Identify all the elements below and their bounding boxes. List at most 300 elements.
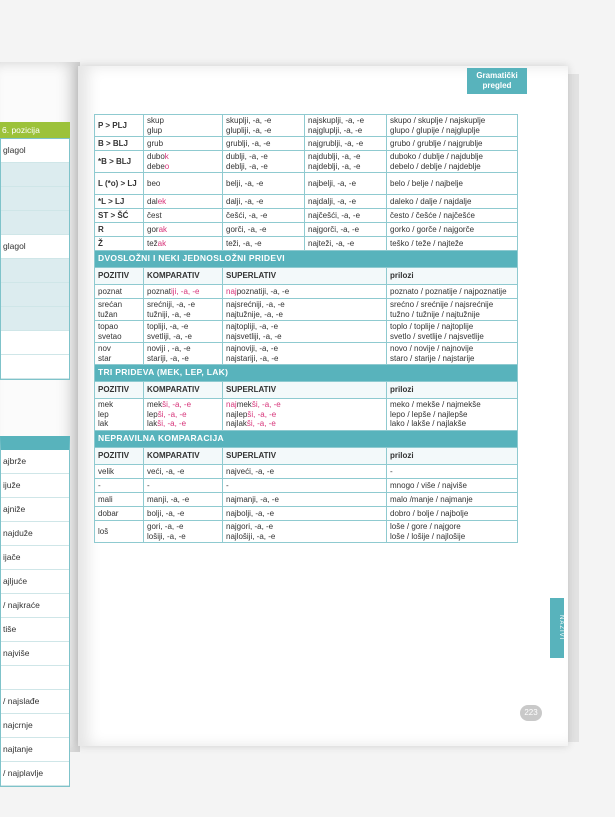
cell-line [390,287,514,297]
left-row: glagol [1,139,69,163]
cell-text: grublji, -a, -e [226,138,271,148]
left-row: najtanje [1,738,69,762]
left-row: ajbrže [1,450,69,474]
cell-line [226,116,301,126]
pozitiv-cell [95,299,144,321]
pozitiv-cell [95,465,144,479]
left-row [1,355,69,379]
pozitiv-cell [95,493,144,507]
cell-text: često / češće / najčešće [390,210,475,220]
rule-cell: P > PLJ [95,115,144,137]
cell-text: grub [147,138,164,148]
rule-cell: Ž [95,237,144,251]
pozitiv-cell [95,321,144,343]
cell-text: glupliji, -a, -e [226,125,272,135]
cell-line [98,410,140,420]
left-row [1,211,69,235]
prilozi-cell [387,223,518,237]
table-row [95,299,518,321]
pozitiv-cell [144,173,223,195]
left-row [1,307,69,331]
cell-line [226,126,301,136]
cell-line [226,139,301,149]
cell-line [390,400,514,410]
cell-text: - [226,480,229,490]
cell-text: najnoviji, -a, -e [226,344,279,353]
cell-text: najlak [226,419,247,429]
cell-line [308,239,383,249]
cell-text: najdublji, -a, -e [308,152,361,161]
cell-text: najmanji, -a, -e [226,494,279,504]
cell-line [226,322,383,332]
highlight-ending: naj [226,286,237,296]
column-header: SUPERLATIV [223,268,387,285]
superlativ-cell [223,465,387,479]
cell-line [98,400,140,410]
komparativ-cell [144,465,223,479]
left-row: / najkraće [1,594,69,618]
cell-line [226,344,383,354]
komparativ-cell [223,195,305,209]
cell-text: stariji, -a, -e [147,353,189,363]
cell-line [147,126,219,136]
cell-text: najgori, -a, -e [226,522,274,531]
left-row: / najplavlje [1,762,69,786]
komparativ-cell [223,115,305,137]
cell-text: loše / lošije / najlošije [390,531,466,541]
cell-line [390,300,514,310]
cell-line [390,522,514,532]
cell-text: noviji , -a, -e [147,344,191,353]
pozitiv-cell [144,115,223,137]
cell-line [98,467,140,477]
cell-line [308,126,383,136]
cell-text: debelo / deblje / najdeblje [390,161,481,171]
superlativ-cell [223,321,387,343]
cell-line [147,332,219,342]
cell-line [226,400,383,410]
cell-text: tužno / tužnije / najtužnije [390,309,480,319]
cell-line [226,522,383,532]
left-row: najduže [1,522,69,546]
prilozi-cell [387,209,518,223]
cell-text: lepo / lepše / najlepše [390,409,468,419]
cell-text: najsvetliji, -a, -e [226,331,282,341]
prilozi-cell [387,493,518,507]
cell-text: najčešći, -a, -e [308,210,361,220]
cell-line [147,116,219,126]
prilozi-cell [387,299,518,321]
cell-text: mek [236,400,252,410]
komparativ-cell [144,521,223,543]
rule-cell: B > BLJ [95,137,144,151]
cell-line [226,532,383,542]
cell-text: meko / mekše / najmekše [390,400,481,410]
pozitiv-cell [144,195,223,209]
cell-text: teži, -a, -e [226,238,262,248]
cell-line [147,400,219,410]
cell-text: belji, -a, -e [226,178,264,188]
superlativ-cell [223,521,387,543]
cell-line [98,287,140,297]
cell-line [98,332,140,342]
cell-text: lošiji, -a, -e [147,531,186,541]
cell-text: najbolji, -a, -e [226,508,275,518]
cell-text: gori, -a, -e [147,522,184,531]
cell-text: najtužnije, -a, -e [226,309,283,319]
cell-line [147,197,219,207]
table-row [95,507,518,521]
highlight-ending: ak [158,224,168,234]
cell-line [226,410,383,420]
column-header: KOMPARATIV [144,448,223,465]
cell-text: svetao [98,331,122,341]
cell-line [390,239,514,249]
header-tab-line1: Gramatički [476,71,518,80]
cell-text: - [147,480,150,490]
cell-text: dal [147,196,158,206]
left-page [0,62,80,778]
cell-text: mek [98,400,114,410]
highlight-ending: ši, -a, -e [157,419,187,429]
cell-line [98,481,140,491]
highlight-ending: k [164,152,169,161]
cell-line [98,527,140,537]
table-row [95,173,518,195]
prilozi-cell [387,343,518,365]
cell-line [390,419,514,429]
cell-line [226,152,301,162]
cell-text: čest [147,210,162,220]
table-row [95,115,518,137]
pozitiv-cell [144,151,223,173]
table-row [95,237,518,251]
left-row [1,331,69,355]
prilozi-cell [387,521,518,543]
left-row: tiše [1,618,69,642]
cell-line [147,495,219,505]
pozitiv-cell [144,223,223,237]
cell-line [308,225,383,235]
pozitiv-cell [95,399,144,431]
cell-line [390,310,514,320]
left-row: glagol [1,235,69,259]
prilozi-cell [387,285,518,299]
cell-text: najgrublji, -a, -e [308,138,364,148]
cell-line [390,126,514,136]
cell-text: deblji, -a, -e [226,161,268,171]
superlativ-cell [223,399,387,431]
cell-text: najskuplji, -a, -e [308,116,365,125]
cell-line [226,162,301,172]
cell-text: bolji, -a, -e [147,508,185,518]
cell-line [226,179,301,189]
cell-line [226,310,383,320]
cell-line [390,197,514,207]
cell-line [147,410,219,420]
cell-text: loš [98,526,109,536]
section-header [95,431,518,448]
column-header-row [95,448,518,465]
cell-text: gorko / gorče / najgorče [390,224,475,234]
cell-line [147,467,219,477]
superlativ-cell [305,151,387,173]
cell-line [226,239,301,249]
superlativ-cell [223,507,387,521]
cell-line [308,197,383,207]
cell-text: srećno / srećnije / najsrećnije [390,300,494,309]
cell-line [308,162,383,172]
cell-text: loše / gore / najgore [390,522,461,531]
left-section-label: 6. pozicija [0,122,70,138]
cell-line [147,179,219,189]
cell-text: dobar [98,508,119,518]
column-header: prilozi [387,448,518,465]
superlativ-cell [223,343,387,365]
cell-text: poznato / poznatije / najpoznatije [390,286,507,296]
cell-text: dalji, -a, -e [226,196,264,206]
komparativ-cell [144,343,223,365]
prilozi-cell [387,321,518,343]
cell-text: poznatiji, -a, -e [236,286,290,296]
cell-line [98,509,140,519]
cell-line [147,310,219,320]
left-row [1,283,69,307]
cell-line [390,211,514,221]
komparativ-cell [144,321,223,343]
highlight-ending: iji, -a, -e [171,286,200,296]
left-row: ajljuće [1,570,69,594]
cell-line [147,354,219,364]
cell-line [147,532,219,542]
prilozi-cell [387,115,518,137]
superlativ-cell [223,493,387,507]
komparativ-cell [144,507,223,521]
cell-line [147,239,219,249]
highlight-ending: ek [157,196,167,206]
komparativ-cell [144,493,223,507]
rule-cell: ST > ŠĆ [95,209,144,223]
cell-line [390,495,514,505]
cell-line [226,300,383,310]
highlight-ending: ši, -a, -e [157,409,187,419]
cell-line [147,322,219,332]
prilozi-cell [387,237,518,251]
column-header-row [95,382,518,399]
cell-line [226,419,383,429]
cell-line [390,354,514,364]
pozitiv-cell [95,479,144,493]
cell-text: najtopliji, -a, -e [226,322,279,331]
cell-text: malo /manje / najmanje [390,494,473,504]
cell-text: najdalji, -a, -e [308,196,357,206]
cell-line [98,300,140,310]
cell-line [226,211,301,221]
cell-line [226,332,383,342]
section-header [95,365,518,382]
cell-text: lako / lakše / najlakše [390,419,467,429]
cell-text: najveći, -a, -e [226,466,275,476]
header-tab [467,68,527,94]
cell-text: glup [147,125,163,135]
cell-text: lak [147,419,158,429]
cell-text: nov [98,344,111,353]
left-top-column [0,138,70,380]
highlight-ending: ši, -a, -e [162,400,192,410]
cell-text: lep [98,409,109,419]
cell-line [390,532,514,542]
cell-text: najlošiji, -a, -e [226,531,276,541]
pozitiv-cell [95,521,144,543]
highlight-ending: ak [157,238,167,248]
cell-text: beo [147,178,161,188]
left-row: najcrnje [1,714,69,738]
komparativ-cell [223,237,305,251]
cell-text: grubo / grublje / najgrublje [390,138,483,148]
left-bottom-column [0,436,70,787]
cell-text: poznat [98,286,123,296]
cell-line [390,322,514,332]
komparativ-cell [223,137,305,151]
column-header: KOMPARATIV [144,382,223,399]
rule-cell: *B > BLJ [95,151,144,173]
superlativ-cell [305,115,387,137]
cell-line [226,354,383,364]
left-row [1,163,69,187]
table-row [95,399,518,431]
superlativ-cell [305,195,387,209]
cell-text: najlep [226,409,248,419]
cell-text: gor [147,224,159,234]
komparativ-cell [223,209,305,223]
cell-line [308,139,383,149]
superlativ-cell [305,137,387,151]
cell-text: dubo [147,152,165,161]
highlight-ending: ši, -a, -e [246,419,276,429]
cell-text: dobro / bolje / najbolje [390,508,469,518]
cell-line [390,481,514,491]
cell-line [147,225,219,235]
table-row [95,479,518,493]
pozitiv-cell [95,285,144,299]
pozitiv-cell [95,507,144,521]
cell-line [226,481,383,491]
column-header: prilozi [387,268,518,285]
komparativ-cell [144,285,223,299]
cell-line [226,467,383,477]
highlight-ending: naj [226,400,237,410]
cell-line [390,467,514,477]
komparativ-cell [223,223,305,237]
cell-text: najgorči, -a, -e [308,224,360,234]
cell-line [390,344,514,354]
prilozi-cell [387,479,518,493]
cell-line [98,322,140,332]
cell-text: mali [98,494,113,504]
cell-text: najstariji, -a, -e [226,353,279,363]
table-row [95,223,518,237]
cell-line [147,344,219,354]
cell-text: svetliji, -a, -e [147,331,192,341]
prilozi-cell [387,173,518,195]
cell-text: srećan [98,300,123,309]
prilozi-cell [387,137,518,151]
table-row [95,493,518,507]
section-header [95,251,518,268]
prilozi-cell [387,195,518,209]
pozitiv-cell [144,137,223,151]
superlativ-cell [305,209,387,223]
cell-text: topliji, -a, -e [147,322,189,331]
cell-line [226,509,383,519]
table-row [95,151,518,173]
cell-line [390,162,514,172]
cell-text: duboko / dublje / najdublje [390,152,483,161]
column-header-row [95,268,518,285]
cell-line [147,162,219,172]
superlativ-cell [305,237,387,251]
table-row [95,209,518,223]
column-header: POZITIV [95,448,144,465]
cell-line [147,287,219,297]
cell-line [308,152,383,162]
cell-text: topao [98,322,119,331]
superlativ-cell [223,285,387,299]
comparison-table [94,114,518,543]
komparativ-cell [223,151,305,173]
left-row: ajniže [1,498,69,522]
cell-text: staro / starije / najstarije [390,353,475,363]
cell-line [147,211,219,221]
table-row [95,321,518,343]
left-row: ijače [1,546,69,570]
cell-text: tužniji, -a, -e [147,309,191,319]
cell-text: tužan [98,309,118,319]
section-title: NEPRAVILNA KOMPARACIJA [95,431,518,448]
prilozi-cell [387,507,518,521]
cell-text: najdeblji, -a, -e [308,161,361,171]
rule-cell: L (*o) > LJ [95,173,144,195]
cell-text: daleko / dalje / najdalje [390,196,472,206]
cell-line [390,509,514,519]
prilozi-cell [387,151,518,173]
cell-line [147,300,219,310]
cell-text: belo / belje / najbelje [390,178,463,188]
cell-text: - [98,480,101,490]
superlativ-cell [223,299,387,321]
column-header: prilozi [387,382,518,399]
column-header: POZITIV [95,382,144,399]
komparativ-cell [144,479,223,493]
rule-cell: *L > LJ [95,195,144,209]
cell-line [98,495,140,505]
cell-line [147,152,219,162]
cell-text: svetlo / svetlije / najsvetlije [390,331,484,341]
left-row [1,666,69,690]
left-row [1,259,69,283]
cell-text: velik [98,466,115,476]
cell-text: tež [147,238,158,248]
pozitiv-cell [95,343,144,365]
komparativ-cell [223,173,305,195]
cell-line [147,419,219,429]
cell-line [147,481,219,491]
komparativ-cell [144,299,223,321]
table-row [95,521,518,543]
cell-line [98,310,140,320]
cell-line [226,197,301,207]
cell-text: najbelji, -a, -e [308,178,357,188]
